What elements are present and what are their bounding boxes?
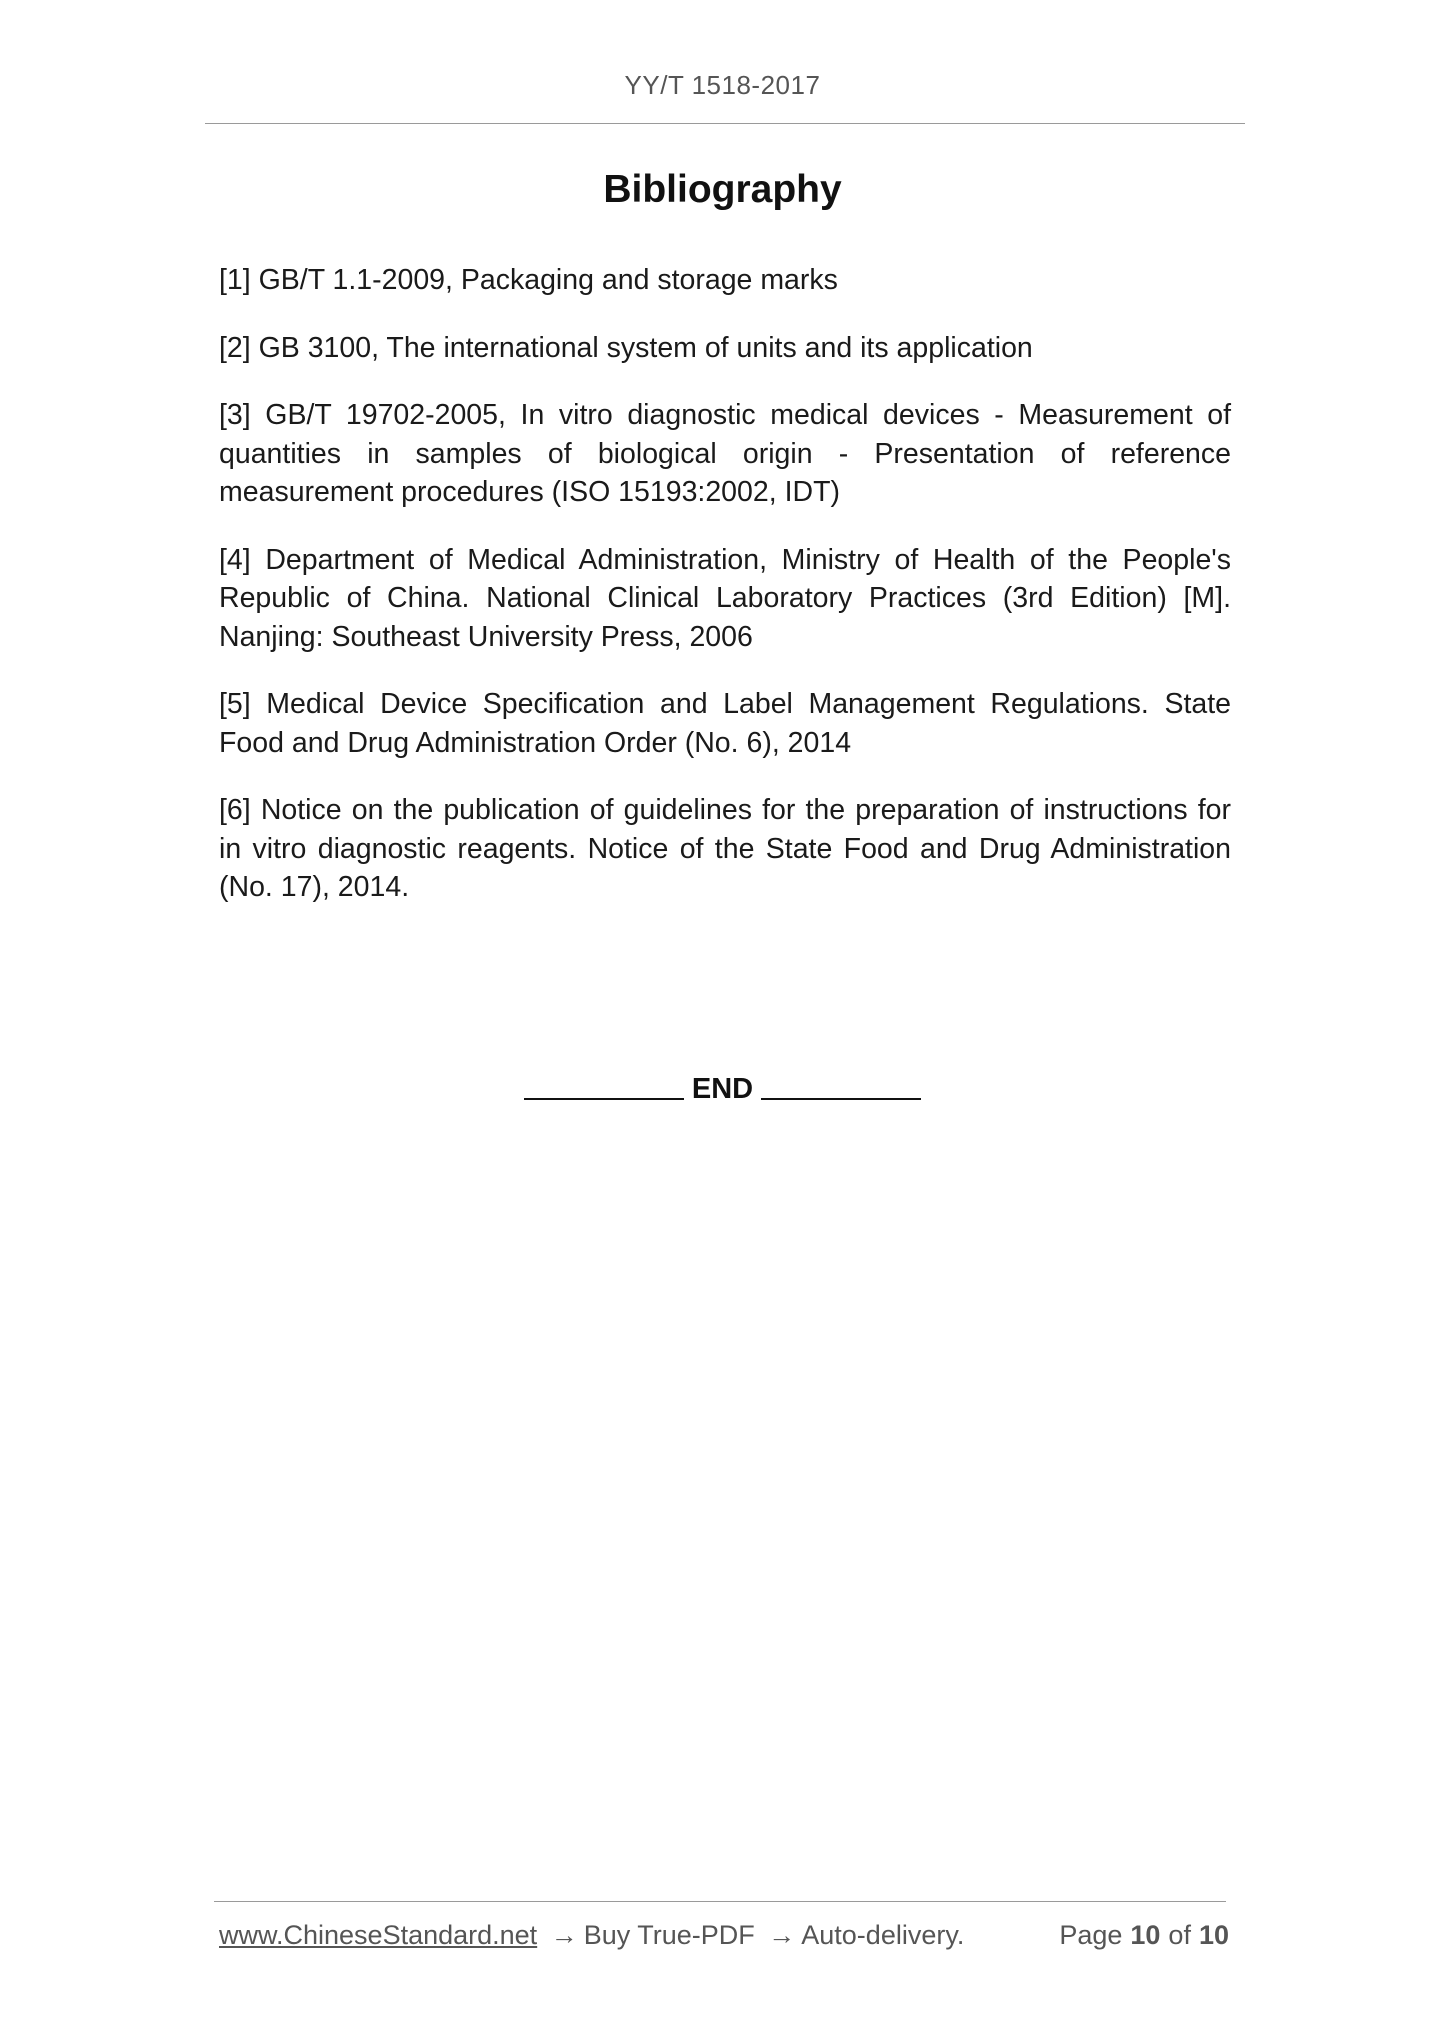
- end-rule-right: [761, 1098, 921, 1100]
- reference-item: [4] Department of Medical Administration, Ministry of Health of the People's Republic of China. National Clinical Laboratory Practices (3rd Edition) [M]. Nanjing: Southeast University Press, 2006: [219, 543, 1231, 653]
- page-title: Bibliography: [603, 168, 842, 211]
- end-marker: [0, 1073, 1445, 1106]
- end-rule-left: [524, 1098, 684, 1100]
- page-current: 10: [1130, 1920, 1161, 1950]
- document-code-header: YY/T 1518-2017: [624, 70, 821, 100]
- buy-true-pdf-text: Buy True-PDF: [583, 1920, 755, 1950]
- reference-item: [1] GB/T 1.1-2009, Packaging and storage marks: [219, 264, 838, 296]
- page-label: Page: [1059, 1920, 1123, 1950]
- header-divider: [205, 123, 1245, 124]
- website-link[interactable]: www.ChineseStandard.net: [219, 1920, 538, 1950]
- right-arrow-icon: →: [768, 1920, 796, 1950]
- reference-item: [2] GB 3100, The international system of units and its application: [219, 331, 1033, 364]
- reference-list: [219, 261, 1231, 936]
- reference-item: [5] Medical Device Specification and Label Management Regulations. State Food and Drug Administration Order (No. 6), 2014: [219, 688, 1231, 759]
- page-of-label: of: [1168, 1920, 1191, 1950]
- right-arrow-icon: →: [550, 1920, 578, 1950]
- reference-item: [6] Notice on the publication of guidelines for the preparation of instructions for in vitro diagnostic reagents. Notice of the State Food and Drug Administration (No. 17), 2014.: [219, 794, 1231, 903]
- end-text: END: [691, 1073, 754, 1105]
- page-number: [1059, 1920, 1229, 1951]
- page-total: 10: [1198, 1920, 1229, 1950]
- footer-divider: [214, 1901, 1226, 1902]
- footer-promo: [219, 1920, 964, 1951]
- reference-item: [3] GB/T 19702-2005, In vitro diagnostic medical devices - Measurement of quantities in samples of biological origin - Presentation of reference measurement procedures (ISO 15193:2002, IDT): [219, 399, 1231, 508]
- auto-delivery-text: Auto-delivery.: [801, 1920, 965, 1950]
